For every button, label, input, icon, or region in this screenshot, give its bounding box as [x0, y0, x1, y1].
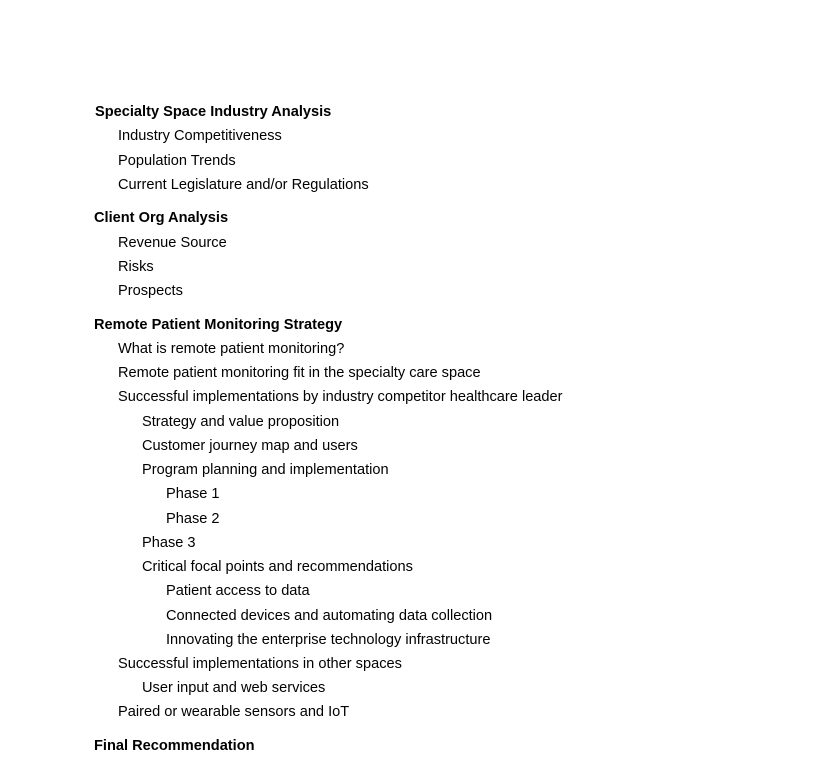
- outline-item: Remote patient monitoring fit in the specialty care space: [118, 365, 481, 381]
- outline-item: Phase 3: [142, 535, 196, 551]
- section-heading: Remote Patient Monitoring Strategy: [94, 317, 343, 333]
- section-heading: Specialty Space Industry Analysis: [95, 104, 332, 120]
- outline-item: Successful implementations by industry competitor healthcare leader: [118, 389, 563, 405]
- outline-item: Successful implementations in other spaces: [118, 656, 402, 672]
- outline-item: Program planning and implementation: [142, 462, 389, 478]
- outline-item: Patient access to data: [166, 583, 310, 599]
- outline-item: User input and web services: [142, 680, 326, 696]
- outline-item: Current Legislature and/or Regulations: [118, 177, 369, 193]
- section-heading: Final Recommendation: [94, 738, 255, 754]
- outline-item: Customer journey map and users: [142, 438, 358, 454]
- outline-item: Paired or wearable sensors and IoT: [118, 704, 350, 720]
- outline-item: Risks: [118, 259, 154, 275]
- outline-item: Prospects: [118, 283, 183, 299]
- outline-item: Phase 1: [166, 486, 220, 502]
- outline-item: What is remote patient monitoring?: [118, 341, 345, 357]
- outline-item: Strategy and value proposition: [142, 414, 340, 430]
- section-heading: Client Org Analysis: [94, 210, 229, 226]
- outline-item: Population Trends: [118, 153, 236, 169]
- outline-item: Innovating the enterprise technology infrastructure: [166, 632, 491, 648]
- outline-item: Revenue Source: [118, 235, 227, 251]
- outline-item: Critical focal points and recommendations: [142, 559, 413, 575]
- outline-item: Industry Competitiveness: [118, 128, 282, 144]
- outline-item: Connected devices and automating data collection: [166, 608, 493, 624]
- outline-item: Phase 2: [166, 511, 220, 527]
